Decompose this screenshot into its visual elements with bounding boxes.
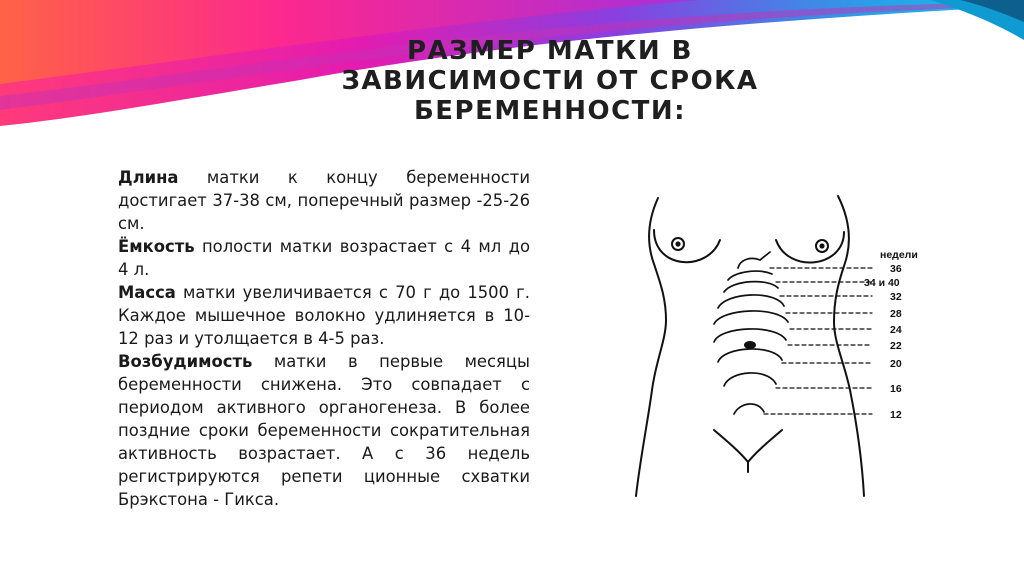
term-mass: Масса bbox=[118, 283, 176, 302]
right-breast bbox=[776, 232, 844, 263]
paragraph-length bbox=[118, 166, 530, 235]
right-nipple-center bbox=[820, 244, 823, 247]
week-guide-lines bbox=[764, 268, 872, 414]
week-label: 22 bbox=[890, 340, 902, 352]
week-label: 12 bbox=[890, 409, 902, 421]
paragraph-capacity bbox=[118, 235, 530, 281]
fundus-arcs bbox=[714, 252, 788, 414]
navel bbox=[745, 342, 755, 348]
title-line: РАЗМЕР МАТКИ В bbox=[406, 36, 693, 66]
week-label: 32 bbox=[890, 291, 902, 303]
slide-title bbox=[330, 36, 770, 126]
weeks-header-label: недели bbox=[880, 249, 918, 261]
week-labels bbox=[864, 249, 918, 421]
paragraph-text: матки к концу беременности достигает 37-38 см, поперечный размер -25-26 см. bbox=[118, 168, 530, 233]
body-text bbox=[118, 166, 530, 511]
week-label: 28 bbox=[890, 308, 902, 320]
term-length: Длина bbox=[118, 168, 179, 187]
paragraph-mass bbox=[118, 281, 530, 350]
term-excitability: Возбудимость bbox=[118, 352, 253, 371]
groin-line bbox=[714, 430, 782, 462]
week-label: 34 и 40 bbox=[864, 277, 900, 289]
term-capacity: Ёмкость bbox=[118, 237, 195, 256]
left-breast bbox=[654, 230, 720, 262]
week-label: 36 bbox=[890, 263, 902, 275]
week-label: 24 bbox=[890, 324, 902, 336]
torso-left-outline bbox=[636, 198, 666, 496]
paragraph-text: полости матки возрастает с 4 мл до 4 л. bbox=[118, 237, 530, 279]
uterus-size-diagram bbox=[600, 180, 940, 500]
title-line: ЗАВИСИМОСТИ ОТ СРОКА bbox=[341, 66, 759, 96]
paragraph-excitability bbox=[118, 350, 530, 511]
paragraph-text: матки увеличивается с 70 г до 1500 г. Каждое мышечное волокно удлиняется в 10-12 раз и утолщается в 4-5 раз. bbox=[118, 283, 530, 348]
paragraph-text: матки в первые месяцы беременности снижена. Это совпадает с периодом активного органогенеза. В более поздние сроки беременности сократительная активность возрастает. А с 36 недель регистрируются репети ционные схватки Брэкстона - Гикса. bbox=[118, 352, 530, 509]
left-nipple-center bbox=[676, 242, 679, 245]
week-label: 20 bbox=[890, 358, 902, 370]
torso-right-outline bbox=[834, 196, 864, 496]
week-label: 16 bbox=[890, 383, 902, 395]
title-line: БЕРЕМЕННОСТИ: bbox=[413, 96, 687, 126]
